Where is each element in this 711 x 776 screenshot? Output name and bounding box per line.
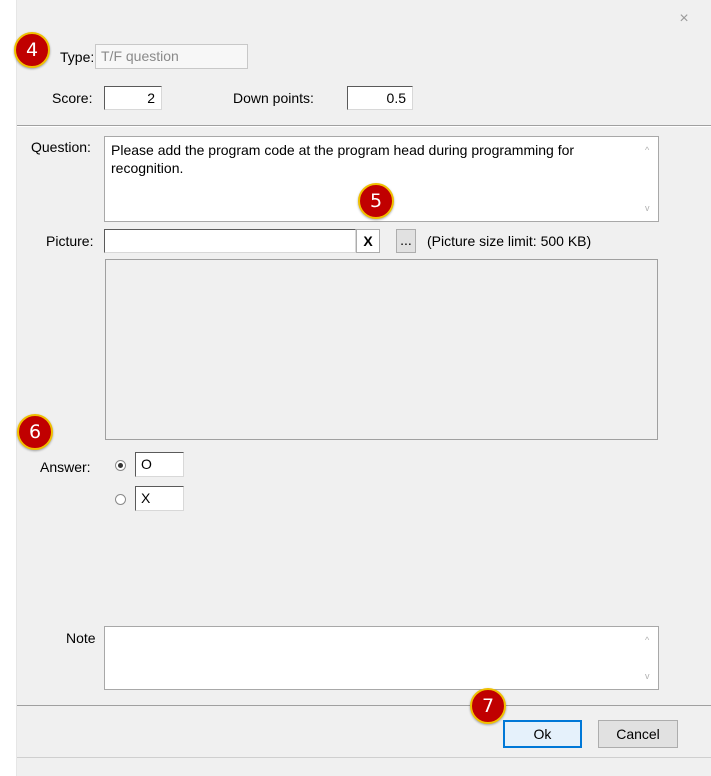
callout-badge-4: 4 [14, 32, 50, 68]
scroll-down-icon[interactable]: v [645, 203, 650, 213]
type-field: T/F question [95, 44, 248, 69]
answer-option-o[interactable]: O [135, 452, 184, 477]
answer-radio-o[interactable] [115, 460, 126, 471]
score-label: Score: [52, 90, 93, 106]
clear-picture-button[interactable]: X [356, 229, 380, 253]
down-points-label: Down points: [233, 90, 314, 106]
ok-button[interactable]: Ok [503, 720, 582, 748]
type-label: Type: [60, 49, 95, 65]
cancel-button[interactable]: Cancel [598, 720, 678, 748]
picture-size-hint: (Picture size limit: 500 KB) [427, 233, 592, 249]
note-label: Note [66, 630, 96, 646]
down-points-input[interactable]: 0.5 [347, 86, 413, 110]
answer-label: Answer: [40, 459, 91, 475]
answer-radio-x[interactable] [115, 494, 126, 505]
picture-preview [105, 259, 658, 440]
question-scrollbar[interactable] [641, 137, 658, 221]
note-scrollbar[interactable] [641, 627, 658, 689]
callout-badge-7: 7 [470, 688, 506, 724]
score-input[interactable]: 2 [104, 86, 162, 110]
scroll-up-icon[interactable]: ^ [645, 145, 650, 155]
scroll-up-icon[interactable]: ^ [645, 635, 650, 645]
close-icon[interactable]: × [679, 10, 689, 27]
picture-label: Picture: [46, 233, 94, 249]
browse-picture-button[interactable]: ... [396, 229, 416, 253]
question-text: Please add the program code at the program head during programming for recognition. [111, 142, 575, 176]
scroll-down-icon[interactable]: v [645, 671, 650, 681]
callout-badge-6: 6 [17, 414, 53, 450]
callout-badge-5: 5 [358, 183, 394, 219]
answer-option-x[interactable]: X [135, 486, 184, 511]
question-label: Question: [31, 139, 91, 155]
picture-path-input[interactable] [104, 229, 356, 253]
note-textarea[interactable] [104, 626, 659, 690]
